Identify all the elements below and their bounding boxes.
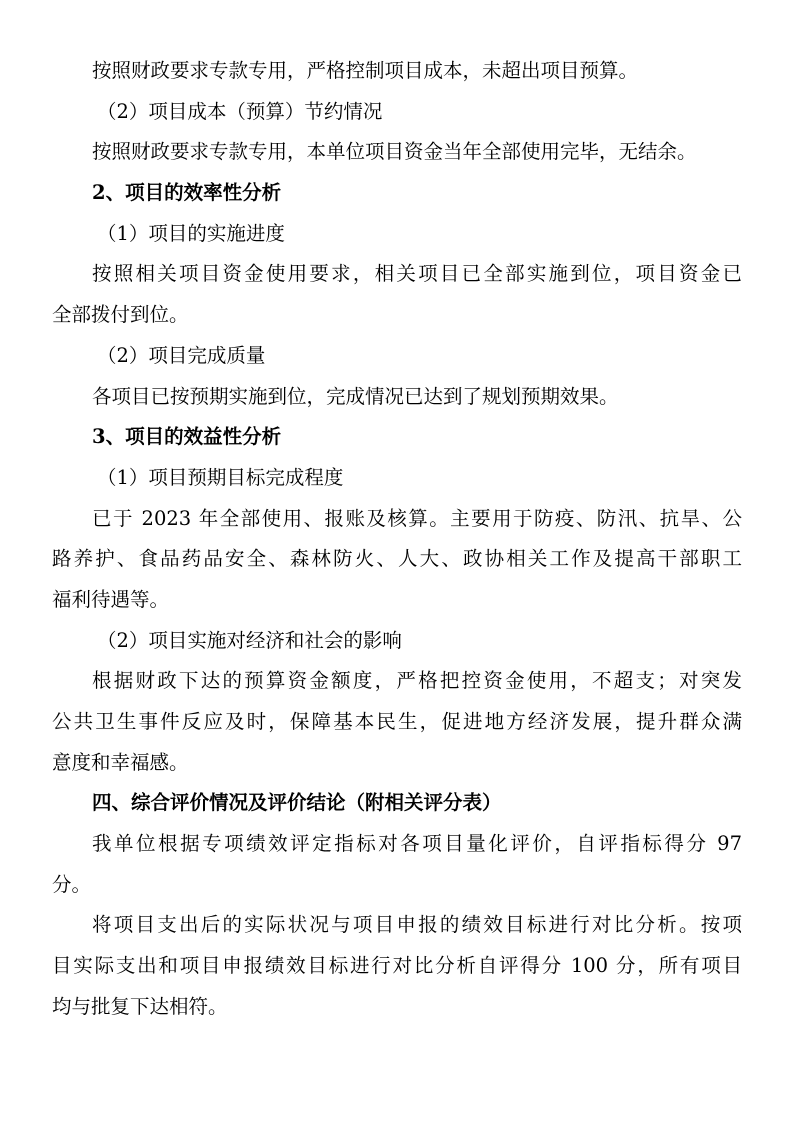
paragraph-comparison-line-1: 将项目支出后的实际状况与项目申报的绩效目标进行对比分析。按项 xyxy=(92,913,742,937)
paragraph-progress-line-2: 全部拨付到位。 xyxy=(52,303,189,327)
paragraph-goal-line-3: 福利待遇等。 xyxy=(52,587,170,611)
paragraph-impact-line-1: 根据财政下达的预算资金额度，严格把控资金使用，不超支；对突发 xyxy=(92,669,742,693)
paragraph-goal-line-2: 路养护、食品药品安全、森林防火、人大、政协相关工作及提高干部职工 xyxy=(52,547,742,571)
subheading-economic-social-impact: （2）项目实施对经济和社会的影响 xyxy=(97,628,402,652)
paragraph-impact-line-2: 公共卫生事件反应及时，保障基本民生，促进地方经济发展，提升群众满 xyxy=(52,710,742,733)
subheading-completion-quality: （2）项目完成质量 xyxy=(97,343,266,367)
paragraph-comparison-line-3: 均与批复下达相符。 xyxy=(52,994,228,1018)
heading-benefit-analysis: 3、项目的效益性分析 xyxy=(92,425,282,449)
paragraph-goal-line-1: 已于 2023 年全部使用、报账及核算。主要用于防疫、防汛、抗旱、公 xyxy=(92,506,742,530)
heading-overall-evaluation: 四、综合评价情况及评价结论（附相关评分表） xyxy=(92,791,502,815)
subheading-goal-completion: （1）项目预期目标完成程度 xyxy=(97,465,344,489)
paragraph-progress-line-1: 按照相关项目资金使用要求，相关项目已全部实施到位，项目资金已 xyxy=(92,262,742,286)
subheading-cost-savings: （2）项目成本（预算）节约情况 xyxy=(97,99,383,123)
paragraph-impact-line-3: 意度和幸福感。 xyxy=(52,750,189,774)
paragraph-self-score-line-2: 分。 xyxy=(52,872,92,896)
paragraph-comparison-line-2: 目实际支出和项目申报绩效目标进行对比分析自评得分 100 分，所有项目 xyxy=(52,954,742,978)
paragraph-quality: 各项目已按预期实施到位，完成情况已达到了规划预期效果。 xyxy=(92,384,619,408)
paragraph-self-score-line-1: 我单位根据专项绩效评定指标对各项目量化评价，自评指标得分 97 xyxy=(92,832,742,856)
paragraph-funds-used: 按照财政要求专款专用，本单位项目资金当年全部使用完毕，无结余。 xyxy=(92,140,697,164)
document-page xyxy=(52,51,742,1028)
subheading-implementation-progress: （1）项目的实施进度 xyxy=(97,221,285,245)
heading-efficiency-analysis: 2、项目的效率性分析 xyxy=(92,181,282,205)
paragraph-budget-control: 按照财政要求专款专用，严格控制项目成本，未超出项目预算。 xyxy=(92,59,639,82)
